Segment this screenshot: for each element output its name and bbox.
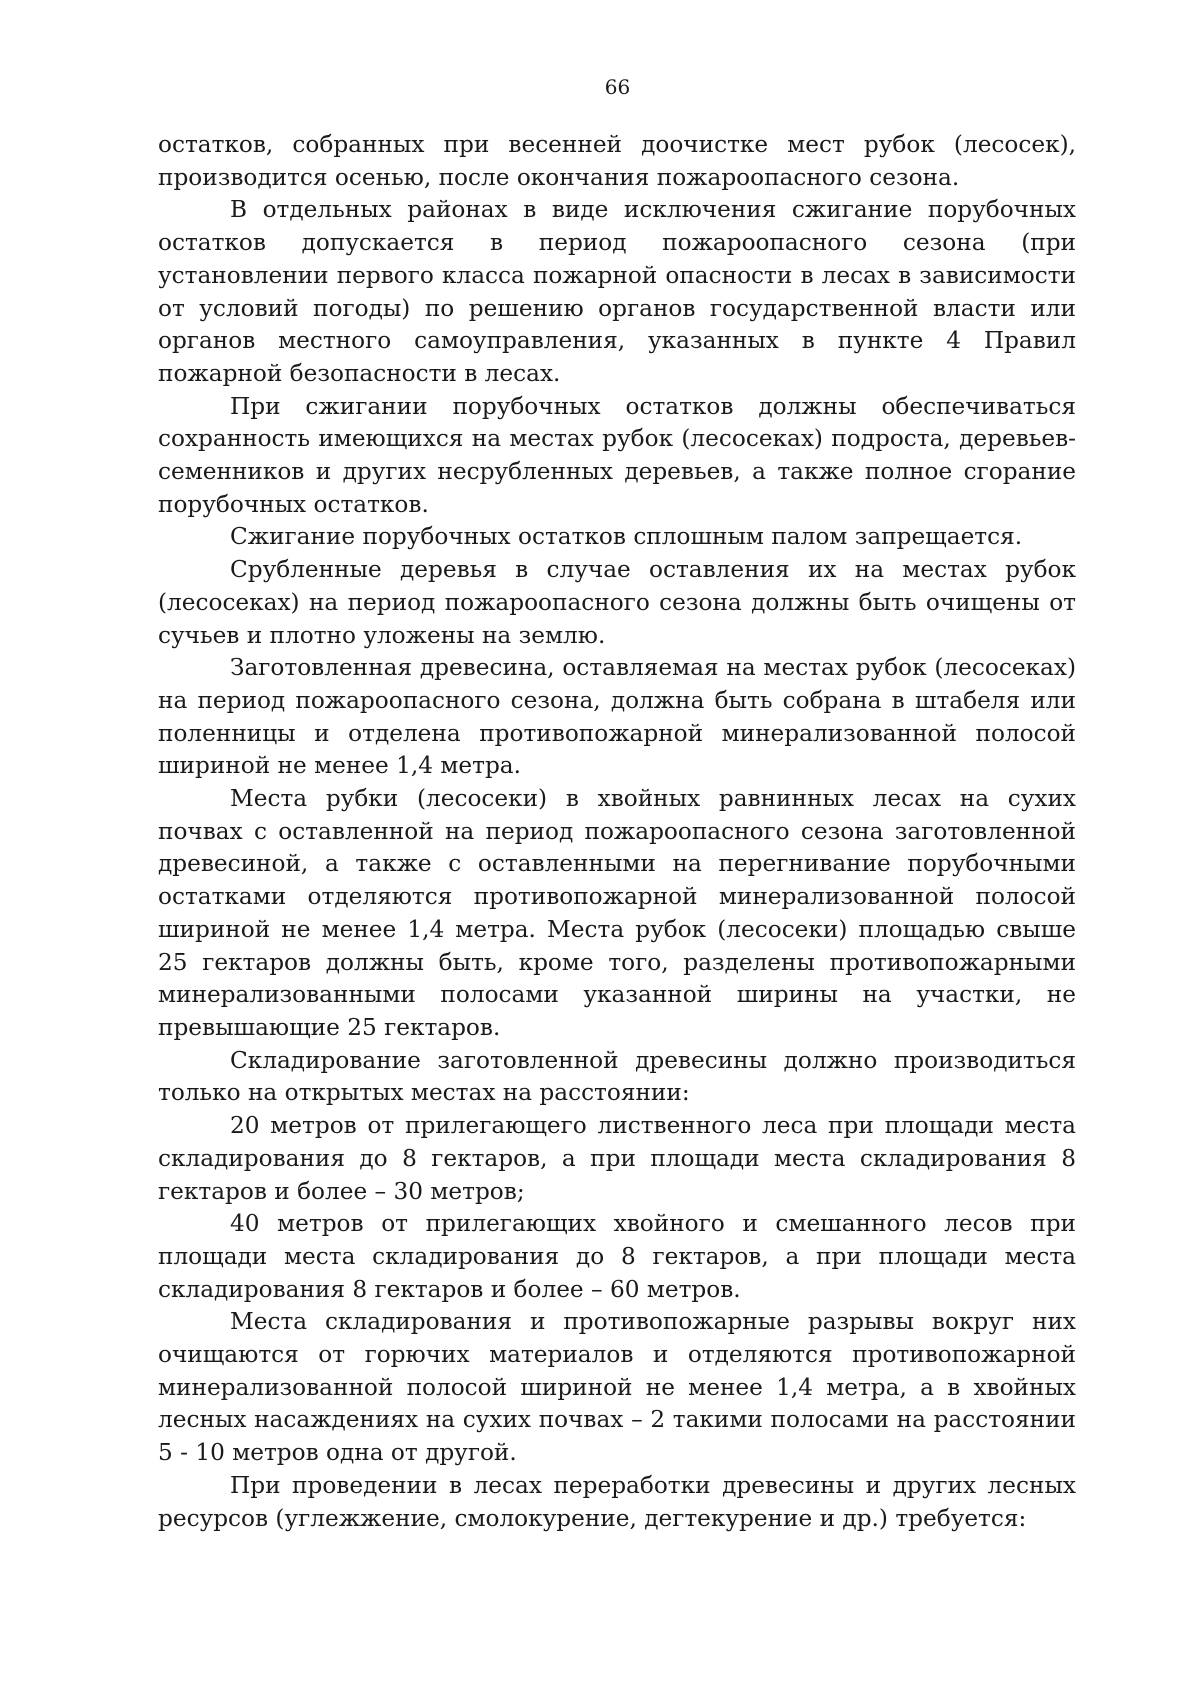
paragraph: Места складирования и противопожарные разрывы вокруг них очищаются от горючих материалов и отделяются противопожарной минерализованной полосой шириной не менее 1,4 метра, а в хвойных лесных насаждениях на сухих почвах – 2 такими полосами на расстоянии 5 - 10 метров одна от другой. — [158, 1308, 1076, 1467]
paragraph: В отдельных районах в виде исключения сжигание порубочных остатков допускается в период пожароопасного сезона (при установлении первого класса пожарной опасности в лесах в зависимости от условий погоды) по решению органов государственной власти или органов местного самоуправления, указанных в пункте 4 Правил пожарной безопасности в лесах. — [158, 196, 1076, 387]
paragraph: 40 метров от прилегающих хвойного и смешанного лесов при площади места складирования до 8 гектаров, а при площади места складирования 8 гектаров и более – 60 метров. — [158, 1210, 1076, 1303]
paragraph: Заготовленная древесина, оставляемая на местах рубок (лесосеках) на период пожароопасного сезона, должна быть собрана в штабеля или поленницы и отделена противопожарной минерализованной полосой шириной не менее 1,4 метра. — [158, 654, 1076, 780]
paragraph: остатков, собранных при весенней доочистке мест рубок (лесосек), производится осенью, после окончания пожароопасного сезона. — [158, 131, 1076, 191]
paragraph: Срубленные деревья в случае оставления их на местах рубок (лесосеках) на период пожароопасного сезона должны быть очищены от сучьев и плотно уложены на землю. — [158, 556, 1076, 649]
paragraph: 20 метров от прилегающего лиственного леса при площади места складирования до 8 гектаров, а при площади места складирования 8 гектаров и более – 30 метров; — [158, 1112, 1076, 1205]
body-text — [158, 129, 1076, 1535]
paragraph: При сжигании порубочных остатков должны обеспечиваться сохранность имеющихся на местах рубок (лесосеках) подроста, деревьев-семенников и других несрубленных деревьев, а также полное сгорание порубочных остатков. — [158, 392, 1076, 518]
paragraph: Складирование заготовленной древесины должно производиться только на открытых местах на расстоянии: — [158, 1046, 1076, 1107]
paragraph: Сжигание порубочных остатков сплошным палом запрещается. — [230, 523, 1023, 551]
paragraph: При проведении в лесах переработки древесины и других лесных ресурсов (углежжение, смолокурение, дегтекурение и др.) требуется: — [158, 1471, 1076, 1532]
page-number: 66 — [604, 75, 631, 99]
paragraph: Места рубки (лесосеки) в хвойных равнинных лесах на сухих почвах с оставленной на период пожароопасного сезона заготовленной древесиной, а также с оставленными на перегнивание порубочными остатками отделяются противопожарной минерализованной полосой шириной не менее 1,4 метра. Места рубок (лесосеки) площадью свыше 25 гектаров должны быть, кроме того, разделены противопожарными минерализованными полосами указанной ширины на участки, не превышающие 25 гектаров. — [158, 785, 1076, 1041]
